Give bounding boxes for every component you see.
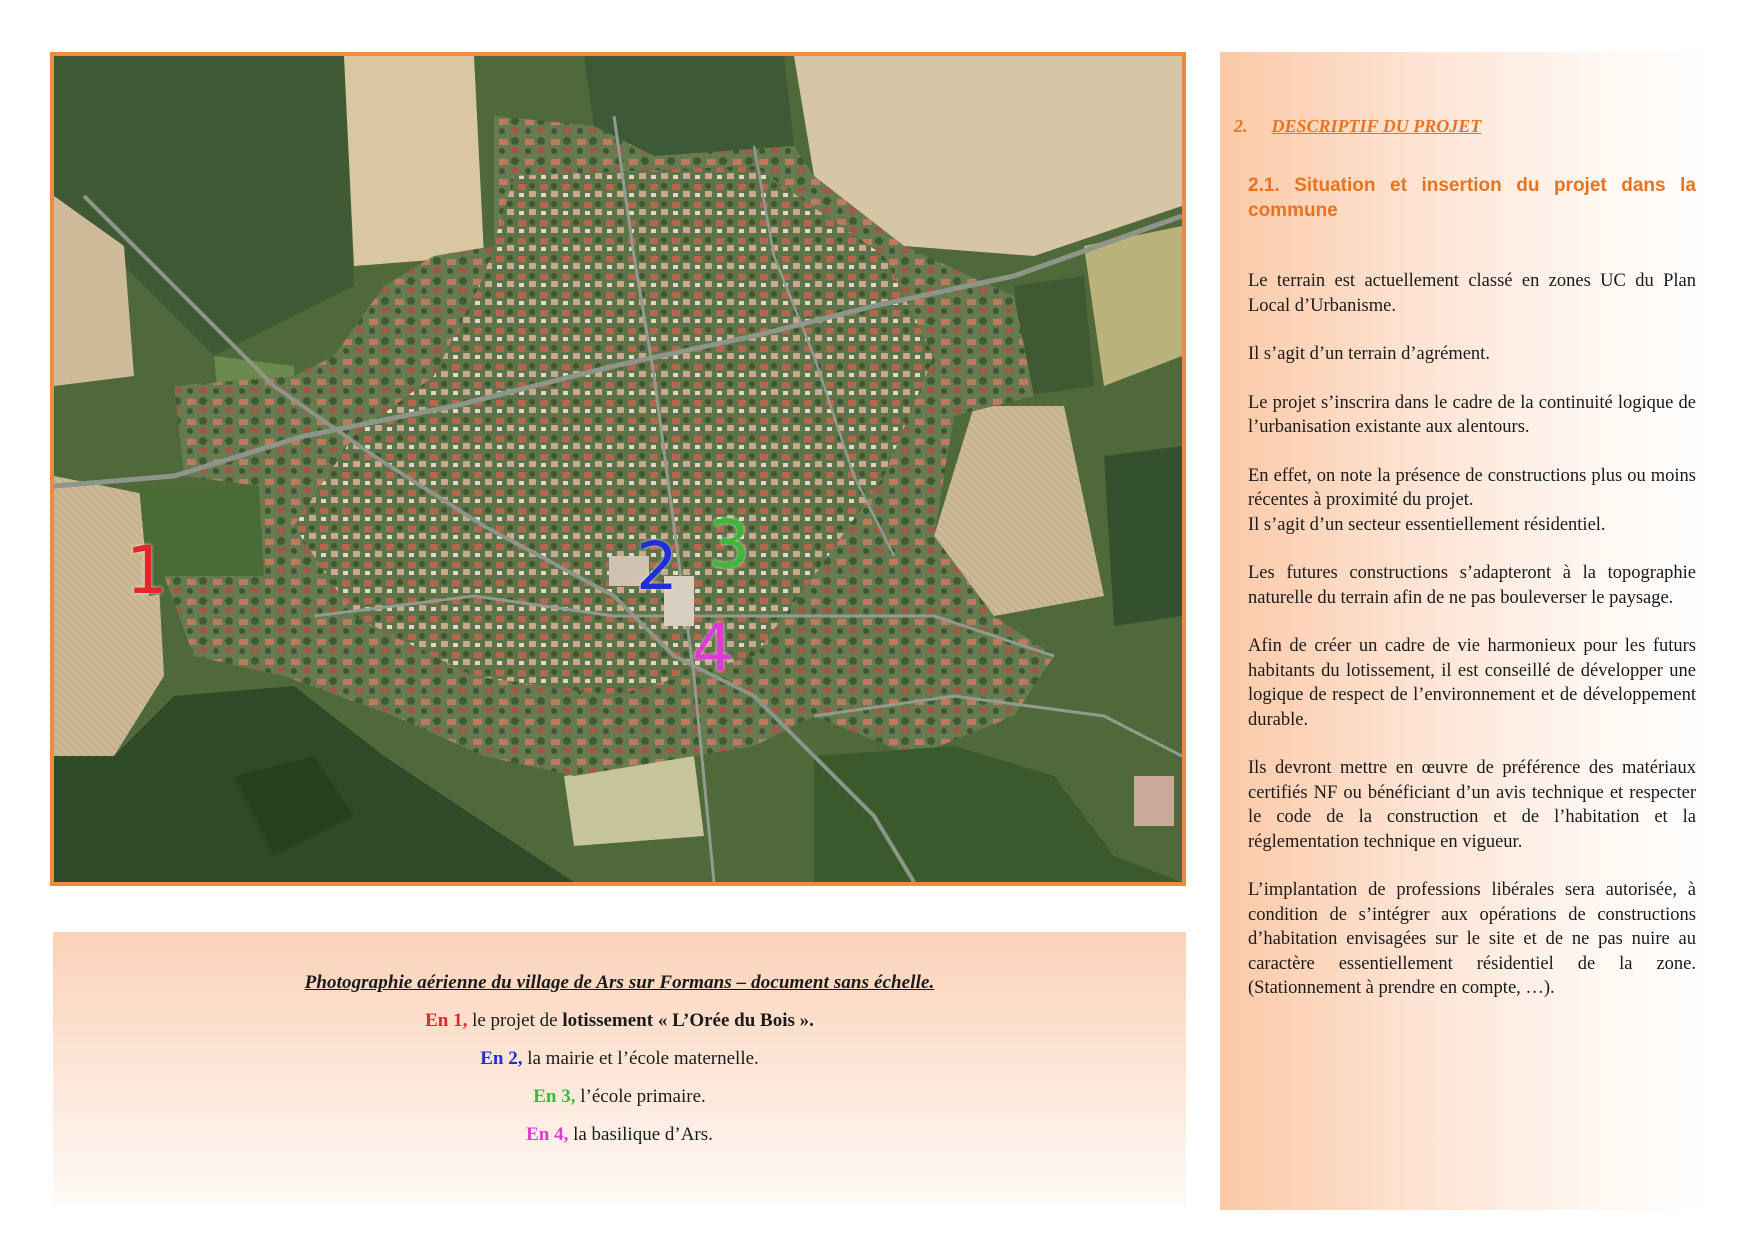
legend-key-3: En 3,	[533, 1086, 576, 1107]
section-heading	[1234, 116, 1696, 137]
caption-title: Photographie aérienne du village de Ars sur Formans – document sans échelle.	[304, 972, 935, 993]
description-panel	[1220, 52, 1708, 1210]
legend-key-2: En 2,	[480, 1048, 523, 1069]
paragraph-1-text: Le terrain est actuellement classé en zones UC du Plan Local d’Urbanisme.	[1248, 271, 1696, 316]
section-title: DESCRIPTIF DU PROJET	[1271, 116, 1482, 136]
map-marker-4: 4	[692, 610, 734, 687]
photo-caption	[53, 932, 1186, 1204]
paragraph-4-text-a: En effet, on note la présence de constructions plus ou moins récentes à proximité du projet.	[1248, 465, 1696, 510]
map-marker-2: 2	[636, 528, 678, 605]
paragraph-7	[1248, 756, 1696, 854]
paragraph-4	[1248, 464, 1696, 538]
legend-key-1: En 1,	[425, 1010, 468, 1031]
legend-text-4: la basilique d’Ars.	[568, 1124, 713, 1145]
legend-text-1: le projet de	[467, 1010, 563, 1031]
paragraph-5-text: Les futures constructions s’adapteront à la topographie naturelle du terrain afin de ne pas bouleverser le paysage.	[1248, 563, 1696, 608]
legend-text-3: l’école primaire.	[575, 1086, 706, 1107]
section-number: 2.	[1234, 116, 1248, 136]
subsection-title: 2.1. Situation et insertion du projet dans la commune	[1248, 175, 1696, 221]
paragraph-8	[1248, 878, 1696, 1001]
paragraph-7-text: Ils devront mettre en œuvre de préférence des matériaux certifiés NF ou bénéficiant d’un avis technique et respecter le code de la construction et de l’habitation et la réglementation technique en vigueur.	[1248, 758, 1696, 852]
legend-bold-text-1: lotissement « L’Orée du Bois ».	[562, 1010, 814, 1031]
paragraph-3-text: Le projet s’inscrira dans le cadre de la continuité logique de l’urbanisation existante aux alentours.	[1248, 392, 1696, 437]
paragraph-4-text-b: Il s’agit d’un secteur essentiellement résidentiel.	[1248, 514, 1606, 535]
legend-line-2	[53, 1048, 1186, 1070]
map-marker-1: 1	[126, 532, 168, 609]
paragraph-1	[1248, 269, 1696, 318]
description-body	[1248, 269, 1696, 1001]
paragraph-2-text: Il s’agit d’un terrain d’agrément.	[1248, 344, 1490, 364]
legend-line-4	[53, 1124, 1186, 1146]
paragraph-2	[1248, 342, 1696, 367]
aerial-photo	[50, 52, 1186, 886]
legend-line-3	[53, 1086, 1186, 1108]
paragraph-6-text: Afin de créer un cadre de vie harmonieux pour les futurs habitants du lotissement, il est conseillé de développer une logique de respect de l’environnement et de développement durable.	[1248, 636, 1696, 730]
paragraph-5	[1248, 561, 1696, 610]
paragraph-3	[1248, 391, 1696, 440]
legend-text-2: la mairie et l’école maternelle.	[522, 1048, 759, 1069]
legend-line-1	[53, 1010, 1186, 1032]
paragraph-8-text: L’implantation de professions libérales sera autorisée, à condition de s’intégrer aux opérations de constructions d’habitation envisagées sur le site et de ne pas nuire au caractère essentiellement résidentiel de la zone. (Stationnement à prendre en compte, …).	[1248, 880, 1696, 998]
aerial-photo-image	[54, 56, 1182, 882]
paragraph-6	[1248, 634, 1696, 732]
map-marker-3: 3	[708, 506, 750, 583]
legend-key-4: En 4,	[526, 1124, 569, 1145]
